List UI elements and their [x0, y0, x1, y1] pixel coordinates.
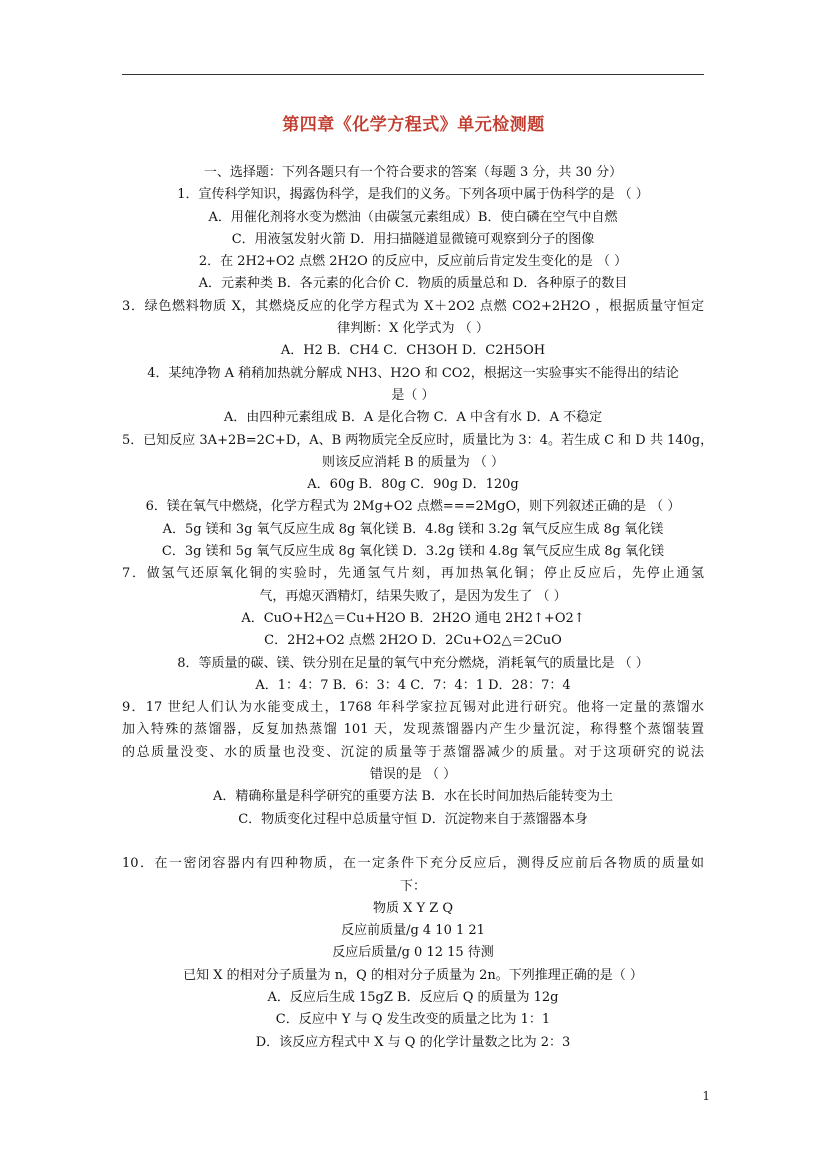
text-line: A．H2 B．CH4 C．CH3OH D．C2H5OH	[280, 343, 546, 359]
text-line: 8．等质量的碳、镁、铁分别在足量的氧气中充分燃烧，消耗氧气的质量比是 （ ）	[177, 655, 649, 671]
text-line: C．反应中 Y 与 Q 发生改变的质量之比为 1：1	[275, 1012, 551, 1028]
text-line: A．精确称量是科学研究的重要方法 B．水在长时间加热后能转变为土	[212, 789, 614, 805]
text-line: 5．已知反应 3A+2B=2C+D，A、B 两物质完全反应时，质量比为 3：4。若生成 C 和 D 共 140g，	[122, 432, 714, 448]
text-line: 已知 X 的相对分子质量为 n，Q 的相对分子质量为 2n。下列推理正确的是（ ）	[183, 967, 643, 983]
text-line: 7．做氢气还原氧化铜的实验时，先通氢气片刻，再加热氧化铜；停止反应后，先停止通氢	[122, 566, 704, 582]
text-line: D．该反应方程式中 X 与 Q 的化学计量数之比为 2：3	[255, 1034, 571, 1050]
text-line: A．CuO+H2△＝Cu+H2O B．2H2O 通电 2H2↑+O2↑	[241, 610, 585, 626]
text-line: 错误的是 （ ）	[369, 767, 457, 783]
text-line: 律判断：X 化学式为 （ ）	[337, 321, 489, 337]
text-line: 气，再熄灭酒精灯，结果失败了，是因为发生了 （ ）	[259, 588, 567, 604]
text-line: 1．宣传科学知识，揭露伪科学，是我们的义务。下列各项中属于伪科学的是 （ ）	[177, 187, 649, 203]
blank-line	[122, 831, 704, 853]
page-number: 1	[702, 1089, 710, 1103]
text-line: 2．在 2H2+O2 点燃 2H2O 的反应中，反应前后肯定发生变化的是 （ ）	[198, 254, 628, 270]
text-line: 是（ ）	[391, 387, 435, 403]
text-line: 的总质量没变、水的质量也没变、沉淀的质量等于蒸馏器减少的质量。对于这项研究的说法	[122, 744, 704, 760]
text-line: 反应后质量/g 0 12 15 待测	[332, 945, 494, 961]
text-line: A．1：4：7 B．6：3：4 C．7：4：1 D．28：7：4	[255, 677, 571, 693]
header-rule	[122, 74, 704, 75]
text-line: 10．在一密闭容器内有四种物质，在一定条件下充分反应后，测得反应前后各物质的质量如	[122, 856, 704, 872]
text-line: 6．镁在氧气中燃烧，化学方程式为 2Mg+O2 点燃===2MgO，则下列叙述正确的是 （ ）	[145, 499, 681, 515]
text-line: 则该反应消耗 B 的质量为 （ ）	[321, 454, 505, 470]
text-line: C．2H2+O2 点燃 2H2O D．2Cu+O2△＝2CuO	[264, 633, 562, 649]
text-line: A．元素种类 B．各元素的化合价 C．物质的质量总和 D．各种原子的数目	[198, 276, 628, 292]
text-line: A．由四种元素组成 B．A 是化合物 C．A 中含有水 D．A 不稳定	[223, 410, 603, 426]
text-line: 9．17 世纪人们认为水能变成土，1768 年科学家拉瓦锡对此进行研究。他将一定量的蒸馏水	[122, 700, 704, 716]
question-list	[122, 162, 714, 1054]
text-line: C．3g 镁和 5g 氧气反应生成 8g 氧化镁 D．3.2g 镁和 4.8g 氧气反应生成 8g 氧化镁	[161, 544, 665, 560]
text-line: 加入特殊的蒸馏器，反复加热蒸馏 101 天，发现蒸馏器内产生少量沉淀，称得整个蒸馏装置	[122, 722, 704, 738]
text-line: A．60g B．80g C．90g D．120g	[307, 477, 519, 493]
text-line: 反应前质量/g 4 10 1 21	[341, 923, 485, 939]
text-line: A．5g 镁和 3g 氧气反应生成 8g 氧化镁 B．4.8g 镁和 3.2g 氧气反应生成 8g 氧化镁	[162, 521, 664, 537]
text-line: 3．绿色燃料物质 X，其燃烧反应的化学方程式为 X＋2O2 点燃 CO2+2H2O ，根据质量守恒定	[122, 298, 704, 314]
text-line: A．用催化剂将水变为燃油（由碳氢元素组成）B．使白磷在空气中自燃	[208, 209, 618, 225]
text-line: 下：	[399, 878, 426, 894]
text-line: 物质 X Y Z Q	[372, 900, 454, 916]
text-line: 一、选择题：下列各题只有一个符合要求的答案（每题 3 分，共 30 分）	[203, 165, 623, 180]
text-line: C．用液氢发射火箭 D．用扫描隧道显微镜可观察到分子的图像	[231, 231, 595, 247]
document-title: 第四章《化学方程式》单元检测题	[282, 115, 545, 135]
text-line: 4．某纯净物 A 稍稍加热就分解成 NH3、H2O 和 CO2，根据这一实验事实不能得出的结论	[147, 365, 679, 381]
text-line: A．反应后生成 15gZ B．反应后 Q 的质量为 12g	[267, 989, 559, 1005]
text-line: C．物质变化过程中总质量守恒 D．沉淀物来自于蒸馏器本身	[238, 811, 588, 827]
